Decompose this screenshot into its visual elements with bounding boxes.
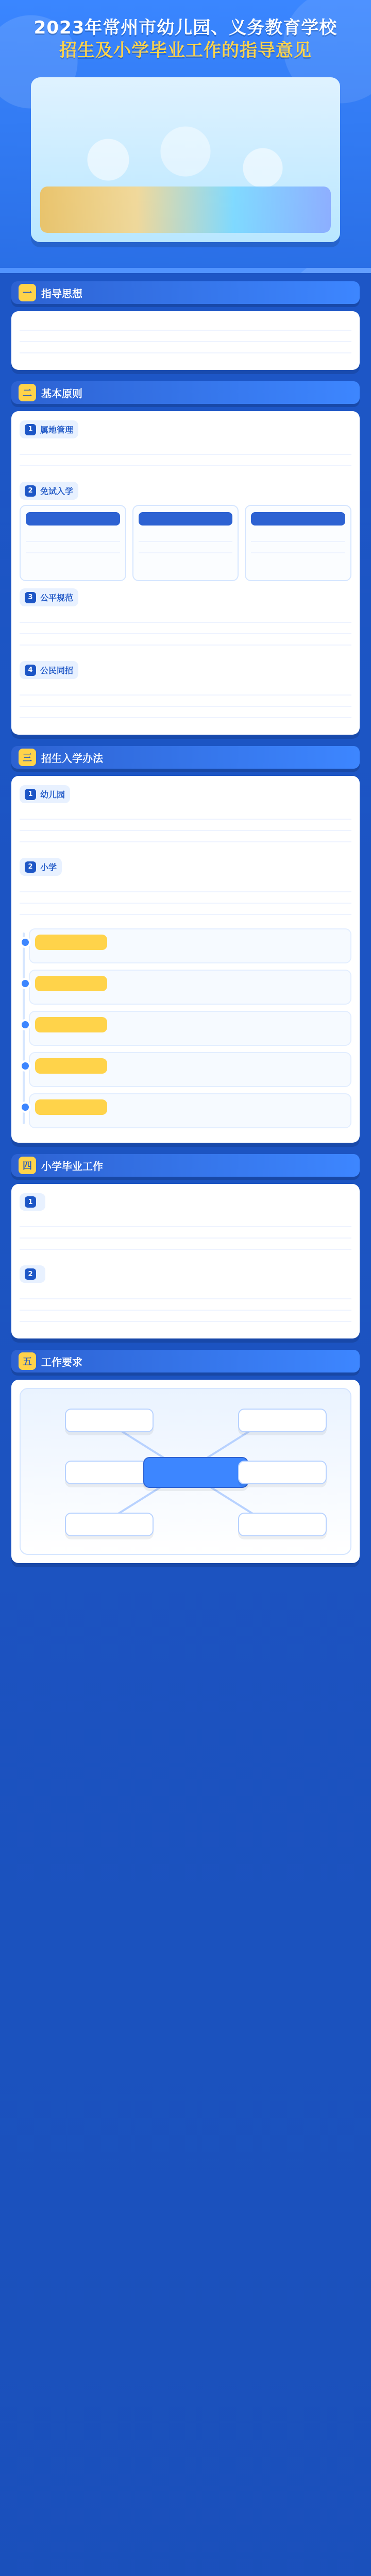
subsection-banner: [20, 420, 78, 438]
section-basic-principles: [11, 381, 360, 735]
paragraph: [20, 1288, 351, 1330]
info-card-text: [139, 531, 233, 562]
subsection-title: 小学: [40, 862, 57, 872]
timeline-item: [29, 928, 351, 963]
section-number: 五: [19, 1352, 36, 1370]
section-title: 招生入学办法: [41, 752, 103, 765]
section-enrollment-methods: [11, 746, 360, 1143]
page-title: [14, 16, 357, 62]
title-line-1: 2023年常州市幼儿园、义务教育学校: [33, 18, 338, 38]
subsection-banner: [20, 1265, 45, 1283]
subsection-title: 幼儿园: [40, 790, 65, 800]
workflow-node: [238, 1409, 327, 1432]
section-card: [11, 411, 360, 735]
timeline-item: [29, 1052, 351, 1087]
subsection-banner: [20, 482, 78, 500]
info-card: [20, 505, 126, 581]
section-number: 二: [19, 384, 36, 401]
info-card-text: [26, 531, 120, 562]
section-header: [11, 381, 360, 404]
subsection-badge: 4: [25, 665, 36, 676]
spacer: [20, 581, 351, 587]
section-title: 小学毕业工作: [41, 1160, 103, 1173]
section-header: [11, 281, 360, 304]
section-title: 基本原则: [41, 387, 82, 400]
section-title: 工作要求: [41, 1355, 82, 1368]
section-header: [11, 1154, 360, 1177]
info-card: [245, 505, 351, 581]
spacer: [20, 474, 351, 481]
content: [0, 268, 371, 2576]
subsection-title: 公民同招: [40, 666, 74, 675]
timeline-text: [113, 1058, 345, 1081]
paragraph: [20, 612, 351, 654]
timeline-description: [113, 1058, 345, 1081]
paragraph: [20, 808, 351, 851]
workflow-node: [65, 1461, 154, 1484]
subsection-banner: [20, 785, 70, 803]
timeline-description: [113, 1099, 345, 1122]
spacer: [20, 851, 351, 857]
section-card: [11, 1184, 360, 1338]
section-card: [11, 776, 360, 1143]
subsection-banner: [20, 858, 62, 876]
timeline-item: [29, 1093, 351, 1128]
paragraph: [20, 1216, 351, 1258]
hero-illustration: [31, 77, 340, 242]
workflow-center-node: [143, 1457, 248, 1488]
spacer: [20, 654, 351, 660]
timeline-date: [35, 1017, 107, 1032]
workflow-node: [238, 1461, 327, 1484]
section-card: [11, 311, 360, 370]
timeline-description: [113, 976, 345, 998]
subsection-title: 公平规范: [40, 593, 74, 603]
timeline-description: [113, 935, 345, 957]
page-header: [0, 0, 371, 273]
timeline-date: [35, 1058, 107, 1074]
workflow-node: [65, 1409, 154, 1432]
subsection-badge: 3: [25, 592, 36, 603]
timeline-item: [29, 1011, 351, 1046]
paragraph: [20, 444, 351, 474]
timeline-description: [113, 1017, 345, 1040]
subsection-badge: 1: [25, 789, 36, 800]
timeline-date: [35, 976, 107, 991]
paragraph: [20, 881, 351, 923]
section-title: 指导思想: [41, 287, 82, 300]
section-work-requirements: [11, 1350, 360, 1563]
timeline-text: [113, 1017, 345, 1040]
subsection-badge: 2: [25, 1268, 36, 1280]
section-card: [11, 1380, 360, 1563]
section-header: [11, 1350, 360, 1372]
subsection-badge: 1: [25, 424, 36, 435]
paragraph: [20, 319, 351, 362]
title-line-2: 招生及小学毕业工作的指导意见: [59, 40, 312, 61]
timeline-text: [113, 976, 345, 998]
section-header: [11, 746, 360, 769]
spacer: [20, 1258, 351, 1264]
section-number: 四: [19, 1157, 36, 1174]
workflow-node: [65, 1513, 154, 1536]
three-card-grid: [20, 505, 351, 581]
timeline-text: [113, 935, 345, 957]
section-guiding-thought: [11, 281, 360, 370]
subsection-title: 免试入学: [40, 486, 74, 496]
info-card: [132, 505, 239, 581]
info-card-text: [251, 531, 345, 562]
subsection-banner: [20, 588, 78, 606]
workflow-node: [238, 1513, 327, 1536]
timeline: [20, 928, 351, 1128]
info-card-header: [139, 512, 233, 526]
workflow-diagram: [20, 1388, 351, 1555]
timeline-text: [113, 1099, 345, 1122]
timeline-item: [29, 970, 351, 1005]
subsection-title: 属地管理: [40, 425, 74, 435]
subsection-badge: 2: [25, 485, 36, 497]
subsection-banner: [20, 661, 78, 679]
section-number: 三: [19, 749, 36, 766]
subsection-badge: 2: [25, 861, 36, 873]
subsection-badge: 1: [25, 1196, 36, 1208]
paragraph: [20, 684, 351, 726]
timeline-date: [35, 1099, 107, 1115]
subsection-banner: [20, 1193, 45, 1211]
section-primary-graduation: [11, 1154, 360, 1338]
timeline-date: [35, 935, 107, 950]
info-card-header: [26, 512, 120, 526]
info-card-header: [251, 512, 345, 526]
section-number: 一: [19, 284, 36, 301]
